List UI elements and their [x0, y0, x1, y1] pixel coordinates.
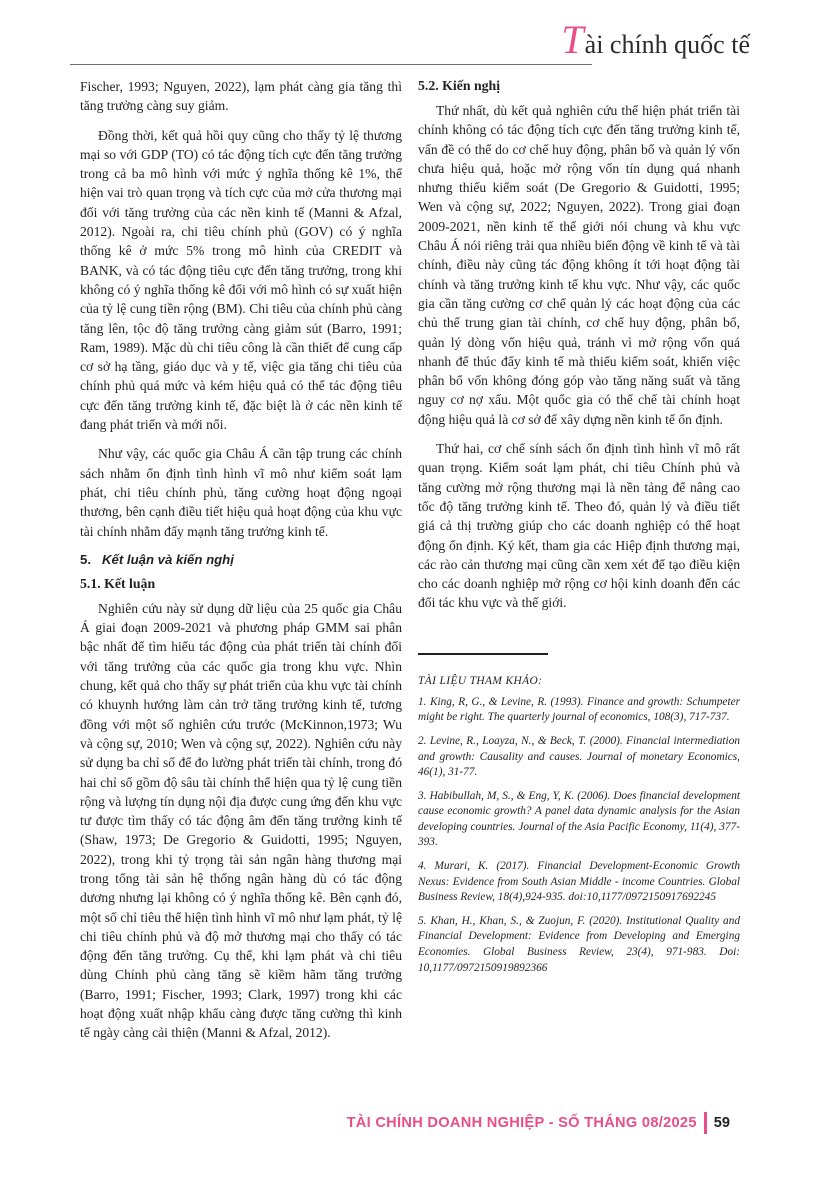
subsection-heading: 5.1. Kết luận	[80, 575, 156, 591]
reference-item: 4. Murari, K. (2017). Financial Development-Economic Growth Nexus: Evidence from South Asian Middle - income Countries. Global Business Review, 18(4),924-935. doi:10,1177/0972150917692245	[418, 860, 740, 904]
reference-item: 1. King, R, G., & Levine, R. (1993). Finance and growth: Schumpeter might be right. The quarterly journal of economics, 108(3), 717-737.	[418, 695, 740, 724]
journal-name: TÀI CHÍNH DOANH NGHIỆP - SỐ THÁNG 08/2025	[346, 1115, 697, 1131]
page-number: 59	[713, 1115, 730, 1131]
section-header-title	[561, 17, 750, 62]
page-footer	[347, 1112, 730, 1134]
reference-item: 5. Khan, H., Khan, S., & Zuojun, F. (2020). Institutional Quality and Financial Development: Evidence from Developing and Emerging Economies. Global Business Review, 23(4), 971-983. Doi: 10,1177/0972150919892366	[418, 914, 740, 974]
reference-item: 2. Levine, R., Loayza, N., & Beck, T. (2000). Financial intermediation and growth: Causality and causes. Journal of monetary Economics, 46(1), 31-77.	[418, 734, 740, 779]
paragraph: Như vậy, các quốc gia Châu Á cần tập trung các chính sách nhằm ổn định tình hình vĩ mô như kiểm soát lạm phát, chi tiêu chính phủ, tăng cường hoạt động ngoại thương, bên cạnh điều tiết hiệu quả hoạt động của khu vực tài chính nhằm đẩy mạnh tăng trưởng kinh tế.	[80, 446, 402, 539]
left-column	[80, 77, 402, 1053]
section-heading	[80, 551, 402, 569]
paragraph: Thứ hai, cơ chế sính sách ổn định tình hình vĩ mô rất quan trọng. Kiểm soát lạm phát, chi tiêu Chính phủ và tăng cường mở rộng thương mại là nền tảng để nâng cao tốc độ tăng trưởng kinh tế. Theo đó, quản lý và điều tiết giá cả thị trường giúp cho các doanh nghiệp có thể hoạt động ổn định. Ký kết, tham gia các Hiệp định thương mại, các rào cản thương mại cũng cần xem xét để tạo điều kiện cho các doanh nghiệp mở rộng cơ hội kinh doanh đến các đối tác khu vực và thế giới.	[418, 441, 740, 611]
header-rule	[70, 64, 592, 65]
paragraph: Nghiên cứu này sử dụng dữ liệu của 25 quốc gia Châu Á giai đoạn 2009-2021 và phương pháp GMM sai phân bậc nhất để tìm hiểu tác động của phát triển tài chính đối với tăng trưởng của các quốc gia trong khu vực. Nhìn chung, kết quả cho thấy sự phát triển của khu vực tài chính có khuynh hướng làm cản trở tăng trưởng kinh tế, tương đồng với một số nghiên cứu trước (McKinnon,1973; Wu và cộng sự, 2010; Wen và cộng sự, 2022). Nghiên cứu này sử dụng ba chỉ số để đo lường phát triển tài chính, trong đó hai chỉ số gồm độ sâu tài chính thể hiện qua tỷ lệ cung tiền rộng và lượng tín dụng nội địa được cung ứng đến khu vực tư được tìm thấy có tác động âm đến tăng trưởng kinh tế (Shaw, 1973; De Gregorio & Guidotti, 1995; Nguyen, 2022), trong khi tỷ trọng tài sản ngân hàng thương mại trong tổng tài sản hệ thống ngân hàng dù có tác động dương nhưng lại không có ý nghĩa thống kê. Bên cạnh đó, một số chỉ tiêu thể hiện tình hình vĩ mô như lạm phát, tỷ lệ chi tiêu chính phủ và độ mở thương mại cho thấy có tác động đến tăng trưởng. Cụ thể, khi lạm phát và chi tiêu dùng Chính phủ càng tăng sẽ kiềm hãm tăng trưởng (Barro, 1991; Fischer, 1993; Clark, 1997) trong khi các hoạt động xuất nhập khẩu càng được tăng cường thì kinh tế ngày càng cải thiện (Manni & Afzal, 2012).	[80, 600, 402, 1041]
references-title: TÀI LIỆU THAM KHẢO:	[418, 674, 543, 687]
paragraph: Đồng thời, kết quả hồi quy cũng cho thấy tỷ lệ thương mại so với GDP (TO) có tác động tích cực đến tăng trưởng trong cả ba mô hình với mức ý nghĩa thống kê 1%, thể hiện vai trò quan trọng và tích cực của mở cửa thương mại đối với tăng trưởng của các nền kinh tế (Manni & Afzal, 2012). Ngoài ra, chi tiêu chính phủ (GOV) có ý nghĩa thống kê ở mức 5% trong mô hình của CREDIT và BANK, và có tác động tiêu cực đến tăng trưởng, trong khi không có ý nghĩa thống kê đối với mô hình có sự xuất hiện của tỷ lệ cung tiền rộng (BM). Chi tiêu của chính phủ càng tăng lên, tộc độ tăng trưởng càng giảm sút (Barro, 1991; Ram, 1989). Mặc dù chi tiêu công là cần thiết để cung cấp cơ sở hạ tầng, giáo dục và y tế, việc gia tăng chi tiêu của chính phủ quá mức và kém hiệu quả có thể tác động tiêu cực đến tăng trưởng kinh tế, đặc biệt là ở các nền kinh tế đang phát triển và mới nổi.	[80, 127, 402, 433]
section-header-initial: T	[561, 17, 584, 62]
paragraph: Fischer, 1993; Nguyen, 2022), lạm phát càng gia tăng thì tăng trưởng càng suy giảm.	[80, 79, 402, 114]
subsection-heading: 5.2. Kiến nghị	[418, 78, 501, 93]
references-divider	[418, 653, 548, 655]
footer-separator	[704, 1112, 707, 1134]
reference-item: 3. Habibullah, M, S., & Eng, Y, K. (2006). Does financial development cause economic growth? A panel data dynamic analysis for the Asian developing countries. Journal of the Asia Pacific Economy, 11(4), 377-393.	[418, 789, 740, 849]
section-header-text: ài chính quốc tế	[584, 30, 750, 59]
right-column	[418, 77, 740, 984]
paragraph: Thứ nhất, dù kết quả nghiên cứu thể hiện phát triển tài chính không có tác động tích cực đến tăng trưởng kinh tế, vấn đề có thể do cơ chế huy động, phân bổ và quản lý vốn chưa hiệu quả, hoặc mở rộng vốn tín dụng quá nhanh nhưng thiếu kiểm soát (De Gregorio & Guidotti, 1995; Wen và cộng sự, 2022; Nguyen, 2022). Trong giai đoạn 2009-2021, nền kinh tế thế giới nói chung và khu vực Châu Á nói riêng trải qua nhiều biến động về kinh tế và tài chính, điều này cũng tác động không ít tới hoạt động tài chính và tăng trưởng kinh tế khu vực. Như vậy, các quốc gia cần tăng cường cơ chế quản lý các hoạt động của các chủ thể trung gian tài chính, cơ chế huy động, phân bổ, quản lý dòng vốn hiệu quả, tránh vì mở rộng vốn quá nhanh để thúc đẩy kinh tế mà thiếu kiểm soát, khiến việc phân bổ vốn không đóng góp vào tăng năng suất và tăng nguy cơ nợ xấu. Một quốc gia có thể chế tài chính hoạt động hiệu quả là cơ sở để xây dựng nền kinh tế ổn định.	[418, 103, 740, 427]
section-number: 5.	[80, 551, 91, 567]
section-title: Kết luận và kiến nghị	[102, 551, 234, 567]
